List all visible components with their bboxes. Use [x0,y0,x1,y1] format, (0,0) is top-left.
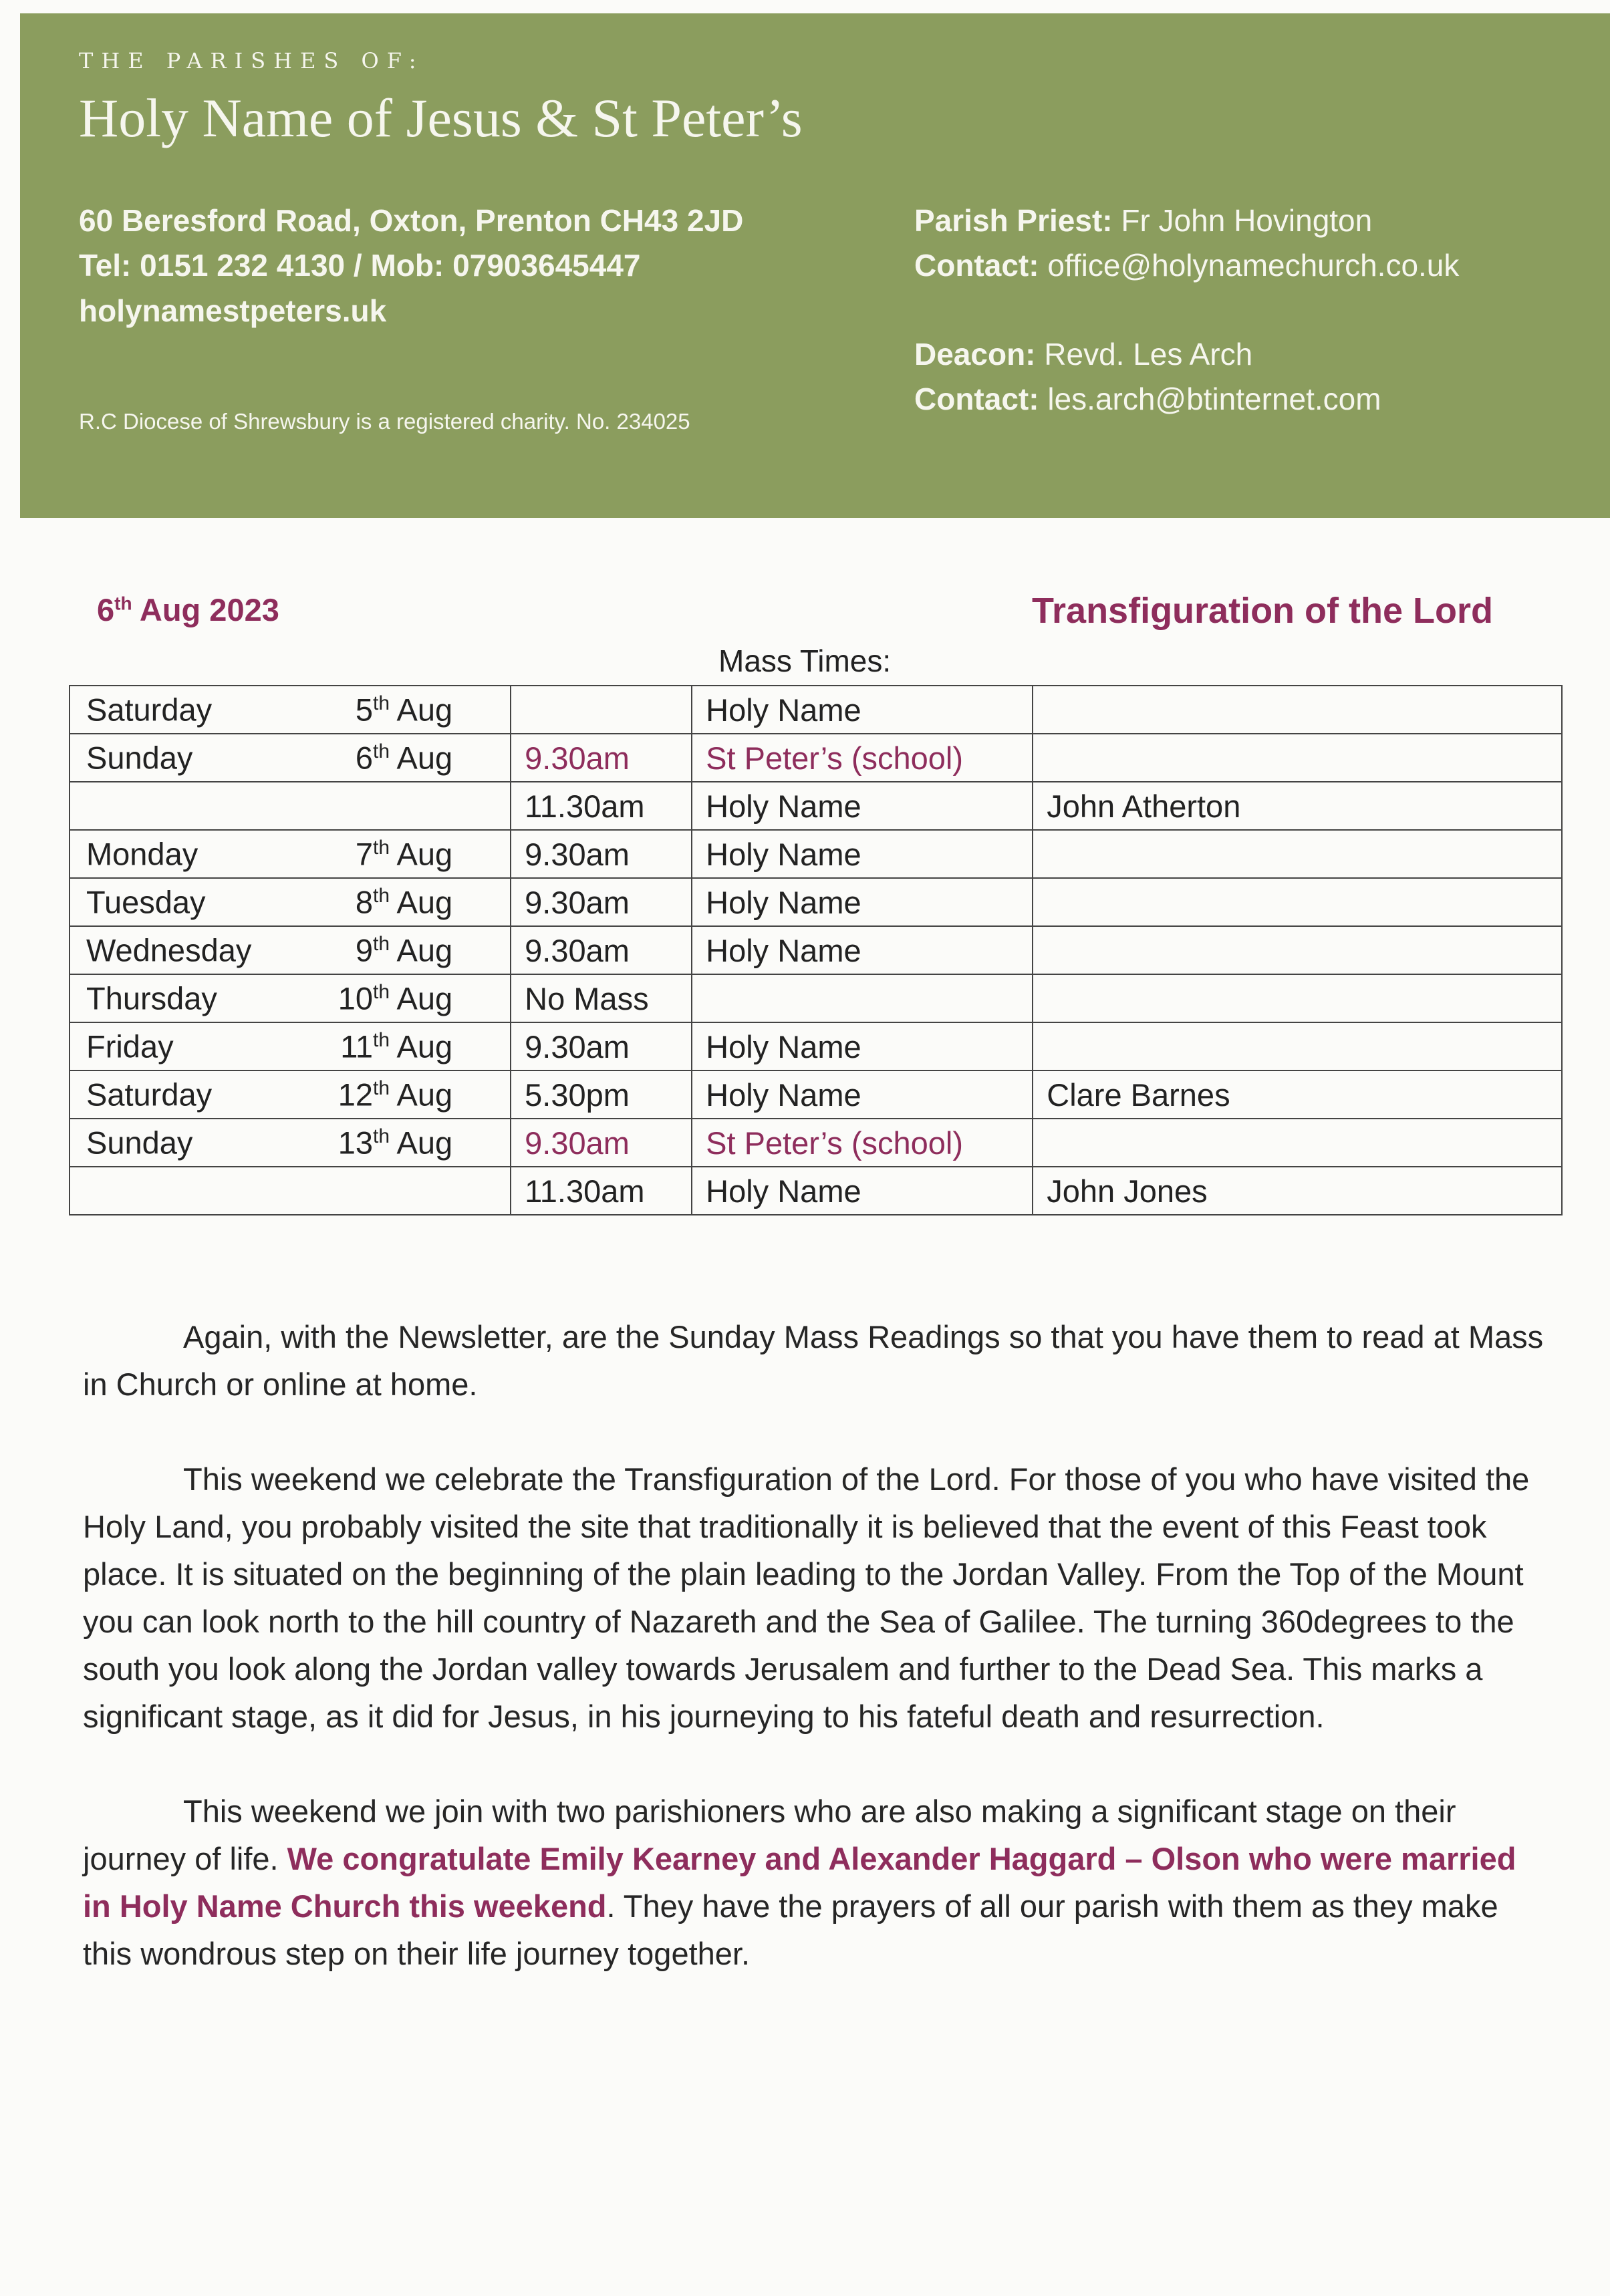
schedule-date: 12th Aug [338,1077,453,1113]
schedule-location: Holy Name [692,686,1033,734]
charity-notice: R.C Diocese of Shrewsbury is a registered charity. No. 234025 [79,409,690,434]
priest-contact-line [914,247,1459,283]
schedule-intention: Clare Barnes [1033,1070,1562,1119]
schedule-time: 9.30am [511,1022,692,1070]
schedule-row [70,830,1562,878]
schedule-intention: John Atherton [1033,782,1562,830]
schedule-time: 9.30am [511,830,692,878]
paragraph-readings: Again, with the Newsletter, are the Sunday Mass Readings so that you have them to read at Mass in Church or online at home. [83,1319,1544,1402]
schedule-row [70,686,1562,734]
schedule-day: Monday [86,836,198,872]
deacon-contact-line [914,381,1381,417]
schedule-day-date-cell [70,782,511,830]
schedule-location: Holy Name [692,830,1033,878]
schedule-day: Saturday [86,1077,213,1113]
schedule-location: Holy Name [692,926,1033,974]
schedule-location: Holy Name [692,1070,1033,1119]
schedule-time: 9.30am [511,926,692,974]
feast-title: Transfiguration of the Lord [1032,591,1493,631]
schedule-row [70,734,1562,782]
schedule-date: 11th Aug [340,1028,453,1064]
schedule-row [70,974,1562,1022]
parish-website[interactable]: holynamestpeters.uk [79,293,387,328]
schedule-day-date-cell [70,686,511,734]
deacon-label: Deacon: [914,337,1036,372]
schedule-intention [1033,830,1562,878]
schedule-date: 7th Aug [355,836,453,872]
priest-contact-label: Contact: [914,248,1039,283]
schedule-row [70,1022,1562,1070]
schedule-day-date-cell [70,1022,511,1070]
schedule-time: 11.30am [511,782,692,830]
schedule-intention [1033,686,1562,734]
schedule-location [692,974,1033,1022]
schedule-day: Saturday [86,692,213,728]
parishes-eyebrow: THE PARISHES OF: [79,48,424,74]
parish-priest-label: Parish Priest: [914,203,1113,238]
schedule-intention [1033,878,1562,926]
schedule-day-date-cell [70,926,511,974]
schedule-time: No Mass [511,974,692,1022]
schedule-day-date-cell [70,830,511,878]
wedding-congratulations-highlight: We congratulate Emily Kearney and Alexander Haggard – Olson who were married in Holy Name Church this weekend [83,1841,1516,1924]
schedule-day: Friday [86,1028,174,1064]
schedule-row [70,1119,1562,1167]
schedule-time [511,686,692,734]
schedule-day-date-cell [70,734,511,782]
schedule-intention [1033,734,1562,782]
schedule-time: 9.30am [511,734,692,782]
schedule-date: 10th Aug [338,980,453,1016]
schedule-row [70,1167,1562,1215]
parish-title: Holy Name of Jesus & St Peter’s [79,88,803,148]
priest-contact-email[interactable]: office@holynamechurch.co.uk [1047,248,1460,283]
schedule-day-date-cell [70,1167,511,1215]
schedule-day: Sunday [86,1125,193,1161]
mass-times-table [69,685,1563,1215]
schedule-day-date-cell [70,974,511,1022]
schedule-row [70,878,1562,926]
schedule-date: 8th Aug [355,884,453,920]
schedule-day-date-cell [70,878,511,926]
schedule-location: St Peter’s (school) [692,1119,1033,1167]
schedule-day: Sunday [86,740,193,776]
schedule-time: 9.30am [511,1119,692,1167]
schedule-day-date-cell [70,1119,511,1167]
schedule-time: 5.30pm [511,1070,692,1119]
deacon-contact-email[interactable]: les.arch@btinternet.com [1047,382,1381,416]
schedule-day: Tuesday [86,884,206,920]
schedule-intention: John Jones [1033,1167,1562,1215]
parish-header-banner [20,13,1610,518]
schedule-intention [1033,1022,1562,1070]
schedule-row [70,782,1562,830]
mass-times-heading: Mass Times: [718,643,892,678]
schedule-intention [1033,926,1562,974]
schedule-date: 13th Aug [338,1125,453,1161]
parish-phone: Tel: 0151 232 4130 / Mob: 07903645447 [79,248,641,283]
deacon-name: Revd. Les Arch [1044,337,1253,372]
schedule-time: 9.30am [511,878,692,926]
parish-address: 60 Beresford Road, Oxton, Prenton CH43 2JD [79,203,744,238]
deacon-line [914,336,1252,372]
deacon-contact-label: Contact: [914,382,1039,416]
schedule-row [70,926,1562,974]
parish-priest-name: Fr John Hovington [1121,203,1373,238]
schedule-intention [1033,974,1562,1022]
schedule-location: Holy Name [692,1022,1033,1070]
schedule-location: Holy Name [692,878,1033,926]
schedule-day: Wednesday [86,932,252,968]
paragraph-transfiguration: This weekend we celebrate the Transfiguration of the Lord. For those of you who have visited the Holy Land, you probably visited the site that traditionally it is believed that the event of this Feast took place. It is situated on the beginning of the plain leading to the Jordan Valley. From the Top of the Mount you can look north to the hill country of Nazareth and the Sea of Galilee. The turning 360degrees to the south you look along the Jordan valley towards Jerusalem and further to the Dead Sea. This marks a significant stage, as it did for Jesus, in his journeying to his fateful death and resurrection. [83,1461,1530,1734]
schedule-location: Holy Name [692,782,1033,830]
schedule-date: 6th Aug [355,740,453,776]
schedule-row [70,1070,1562,1119]
schedule-location: Holy Name [692,1167,1033,1215]
schedule-intention [1033,1119,1562,1167]
schedule-date: 5th Aug [355,692,453,728]
paragraph-congratulations: This weekend we join with two parishioners who are also making a significant stage on their journey of life. We congratulate Emily Kearney and Alexander Haggard – Olson who were married in Holy Name Church this weekend. They have the prayers of all our parish with them as they make this wondrous step on their life journey together. [83,1793,1516,1971]
schedule-day: Thursday [86,980,217,1016]
schedule-location: St Peter’s (school) [692,734,1033,782]
bulletin-date: 6th Aug 2023 [97,592,279,627]
parish-priest-line [914,202,1372,239]
schedule-time: 11.30am [511,1167,692,1215]
schedule-date: 9th Aug [355,932,453,968]
schedule-day-date-cell [70,1070,511,1119]
newsletter-body [83,1313,1550,2025]
